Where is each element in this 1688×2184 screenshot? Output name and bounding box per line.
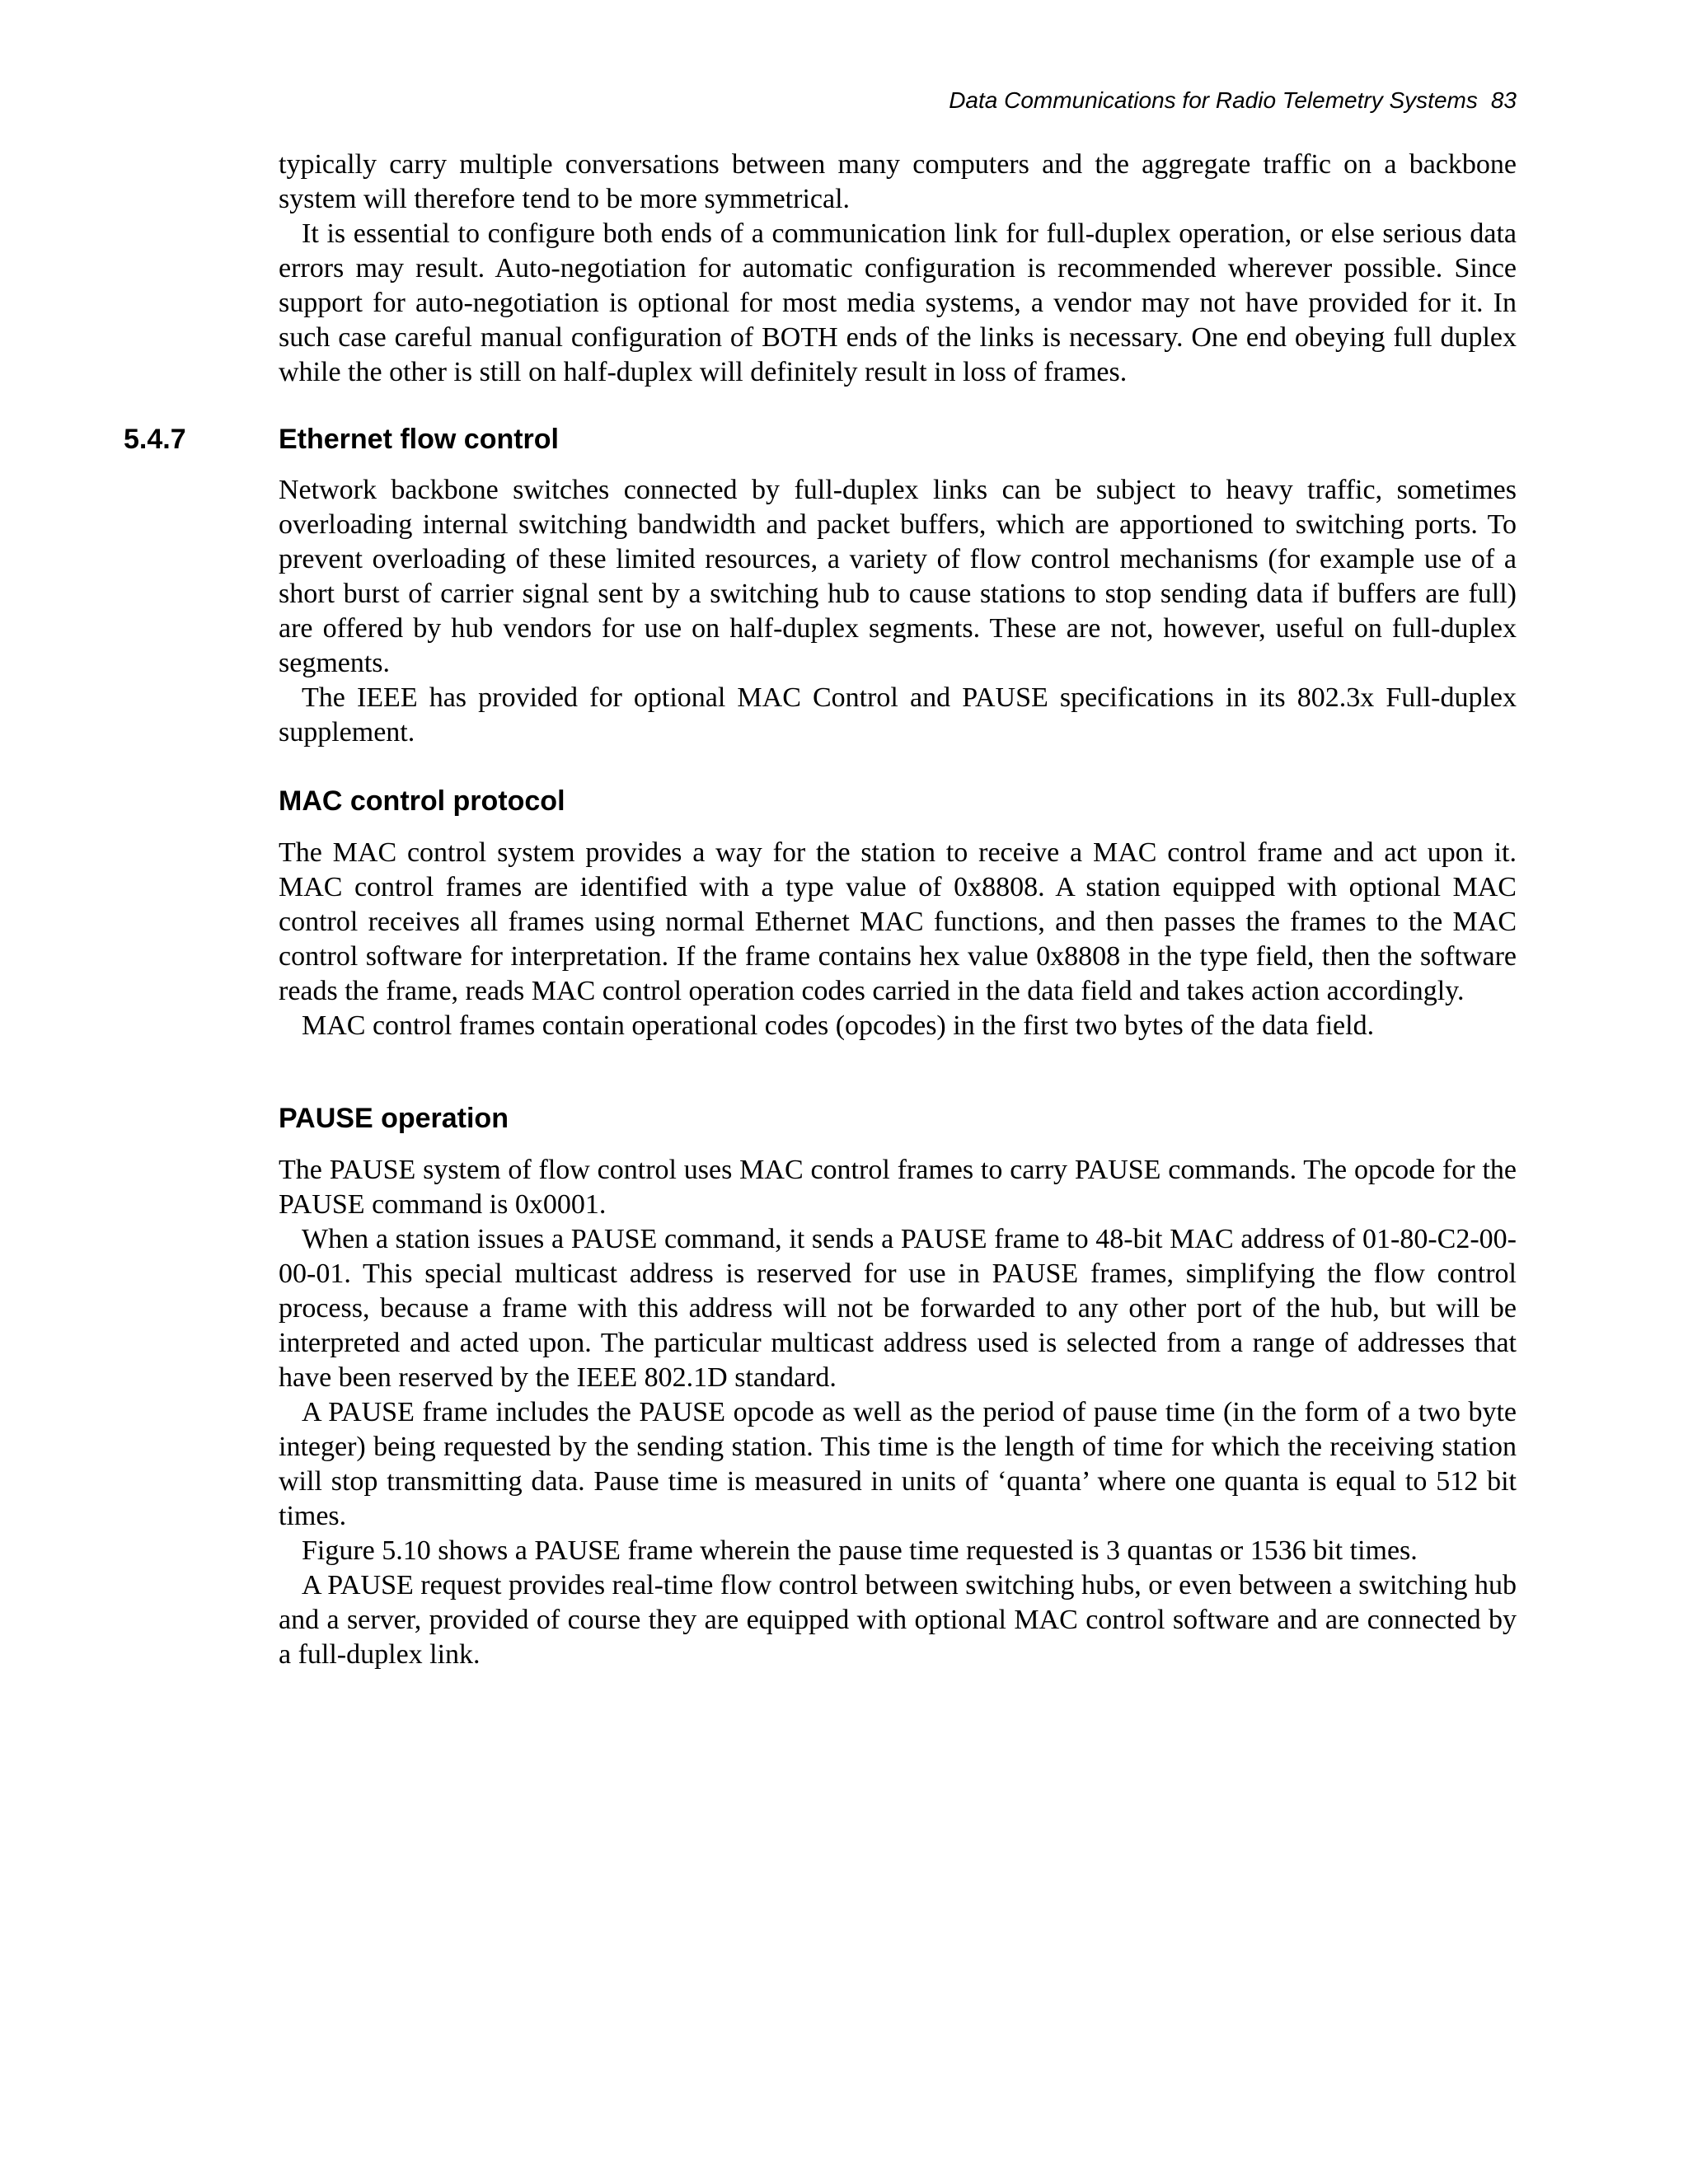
intro-paragraph-2: It is essential to configure both ends of a communication link for full-duplex operation, or else serious data errors may result. Auto-negotiation for automatic configuration is recommended wherever possible. Since support for auto-negotiation is optional for most media systems, a vendor may not have provided for it. In such case careful manual configuration of BOTH ends of the links is necessary. One end obeying full duplex while the other is still on half-duplex will definitely result in loss of frames. [279, 218, 1517, 387]
running-header [279, 84, 1517, 117]
intro-paragraph-1: typically carry multiple conversations between many computers and the aggregate traffic on a backbone system will therefore tend to be more symmetrical. [279, 149, 1517, 214]
page-number: 83 [1490, 87, 1517, 113]
intro-block [279, 148, 1517, 390]
mac-control-paragraph-1: The MAC control system provides a way for the station to receive a MAC control frame and act upon it. MAC control frames are identified with a type value of 0x8808. A station equipped with optional MAC control receives all frames using normal Ethernet MAC functions, and then passes the frames to the MAC control software for interpretation. If the frame contains hex value 0x8808 in the type field, then the software reads the frame, reads MAC control operation codes carried in the data field and takes action accordingly. [279, 837, 1517, 1006]
flow-control-paragraph-2: The IEEE has provided for optional MAC Control and PAUSE specifications in its 802.3x Full-duplex supplement. [279, 682, 1517, 748]
pause-heading: PAUSE operation [279, 1103, 509, 1134]
mac-control-block [279, 836, 1517, 1043]
flow-control-paragraph-1: Network backbone switches connected by full-duplex links can be subject to heavy traffic, sometimes overloading internal switching bandwidth and packet buffers, which are apportioned to switching ports. To prevent overloading of these limited resources, a variety of flow control mechanisms (for example use of a short burst of carrier signal sent by a switching hub to cause stations to stop sending data if buffers are full) are offered by hub vendors for use on half-duplex segments. These are not, however, useful on full-duplex segments. [279, 475, 1517, 678]
section-title: Ethernet flow control [279, 424, 559, 455]
pause-paragraph-2: When a station issues a PAUSE command, it sends a PAUSE frame to 48-bit MAC address of 01-80-C2-00-00-01. This special multicast address is reserved for use in PAUSE frames, simplifying the flow control process, because a frame with this address will not be forwarded to any other port of the hub, but will be interpreted and acted upon. The particular multicast address used is selected from a range of addresses that have been reserved by the IEEE 802.1D standard. [279, 1224, 1517, 1393]
running-title: Data Communications for Radio Telemetry Systems [949, 87, 1478, 113]
pause-paragraph-5: A PAUSE request provides real-time flow control between switching hubs, or even between a switching hub and a server, provided of course they are equipped with optional MAC control software and are connected by a full-duplex link. [279, 1570, 1517, 1670]
pause-block [279, 1153, 1517, 1672]
pause-paragraph-1: The PAUSE system of flow control uses MAC control frames to carry PAUSE commands. The opcode for the PAUSE command is 0x0001. [279, 1155, 1517, 1220]
flow-control-block [279, 473, 1517, 750]
pause-paragraph-4: Figure 5.10 shows a PAUSE frame wherein the pause time requested is 3 quantas or 1536 bit times. [302, 1535, 1418, 1566]
mac-control-paragraph-2: MAC control frames contain operational codes (opcodes) in the first two bytes of the data field. [302, 1010, 1375, 1041]
pause-paragraph-3: A PAUSE frame includes the PAUSE opcode as well as the period of pause time (in the form of a two byte integer) being requested by the sending station. This time is the length of time for which the receiving station will stop transmitting data. Pause time is measured in units of ‘quanta’ where one quanta is equal to 512 bit times. [279, 1397, 1517, 1531]
section-number: 5.4.7 [124, 424, 186, 455]
mac-control-heading: MAC control protocol [279, 785, 565, 817]
